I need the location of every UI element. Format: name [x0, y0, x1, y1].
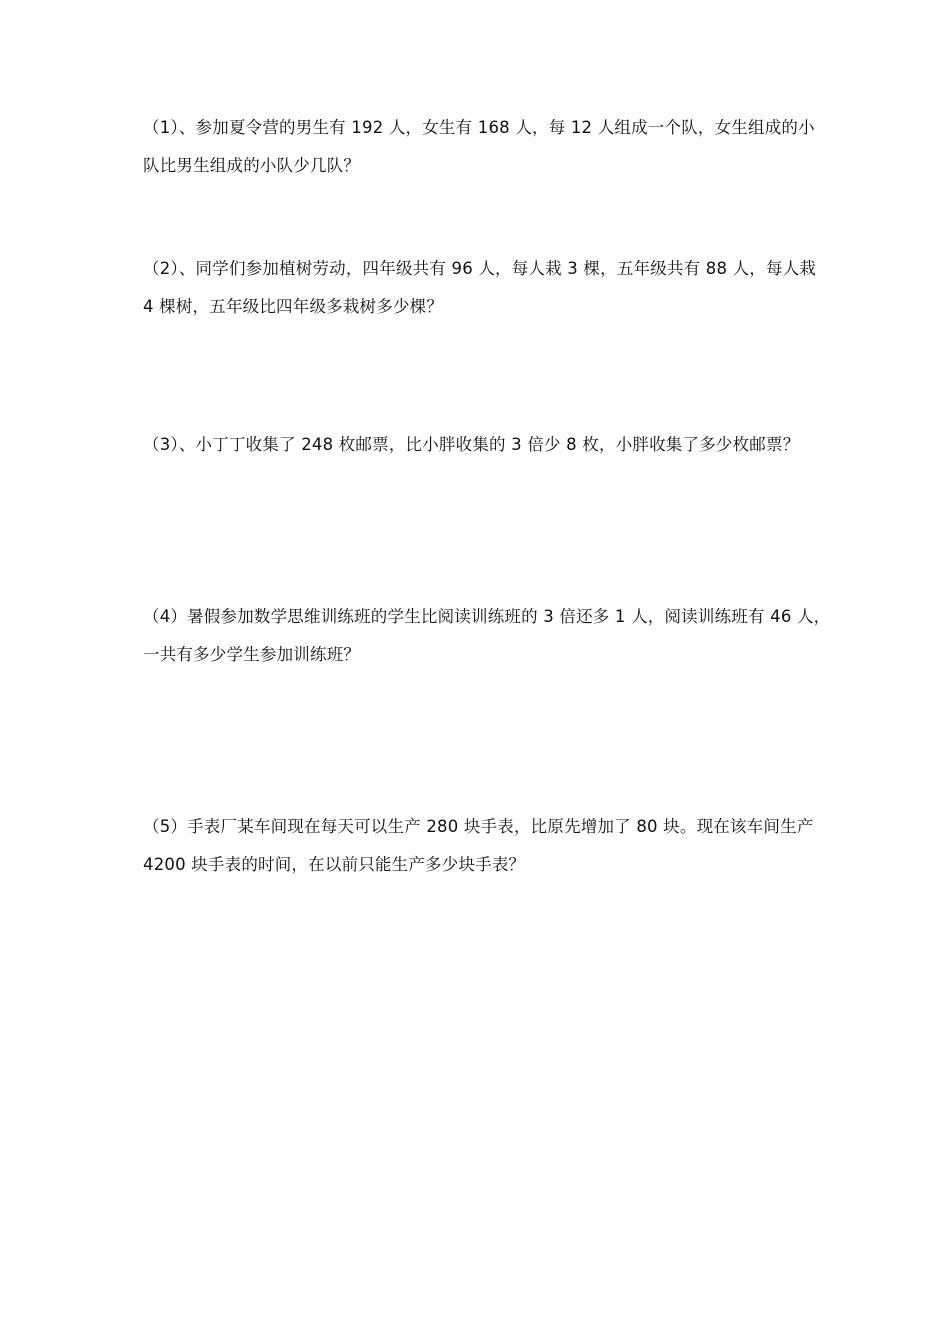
problem-5-line-2: 4200 块手表的时间，在以前只能生产多少块手表？	[143, 855, 526, 874]
problem-4-line-1: （4）暑假参加数学思维训练班的学生比阅读训练班的 3 倍还多 1 人，阅读训练班有 46 人，	[143, 607, 831, 626]
problem-5-line-1: （5）手表厂某车间现在每天可以生产 280 块手表，比原先增加了 80 块。现在该车间生产	[143, 817, 814, 836]
problem-4	[143, 598, 831, 674]
problem-3-line-1: （3）、小丁丁收集了 248 枚邮票，比小胖收集的 3 倍少 8 枚，小胖收集了多少枚邮票？	[143, 435, 800, 454]
problem-2-line-2: 4 棵树，五年级比四年级多栽树多少棵？	[143, 297, 444, 316]
problem-1-line-1: （1）、参加夏令营的男生有 192 人，女生有 168 人，每 12 人组成一个队，女生组成的小	[143, 118, 815, 137]
problem-2	[143, 250, 815, 326]
problem-2-line-1: （2）、同学们参加植树劳动，四年级共有 96 人，每人栽 3 棵，五年级共有 88 人，每人栽	[143, 259, 817, 278]
problem-4-line-2: 一共有多少学生参加训练班？	[143, 645, 361, 664]
problem-3	[143, 426, 815, 464]
problem-5	[143, 808, 815, 884]
problem-1-line-2: 队比男生组成的小队少几队？	[143, 156, 361, 175]
problem-1	[143, 109, 815, 185]
